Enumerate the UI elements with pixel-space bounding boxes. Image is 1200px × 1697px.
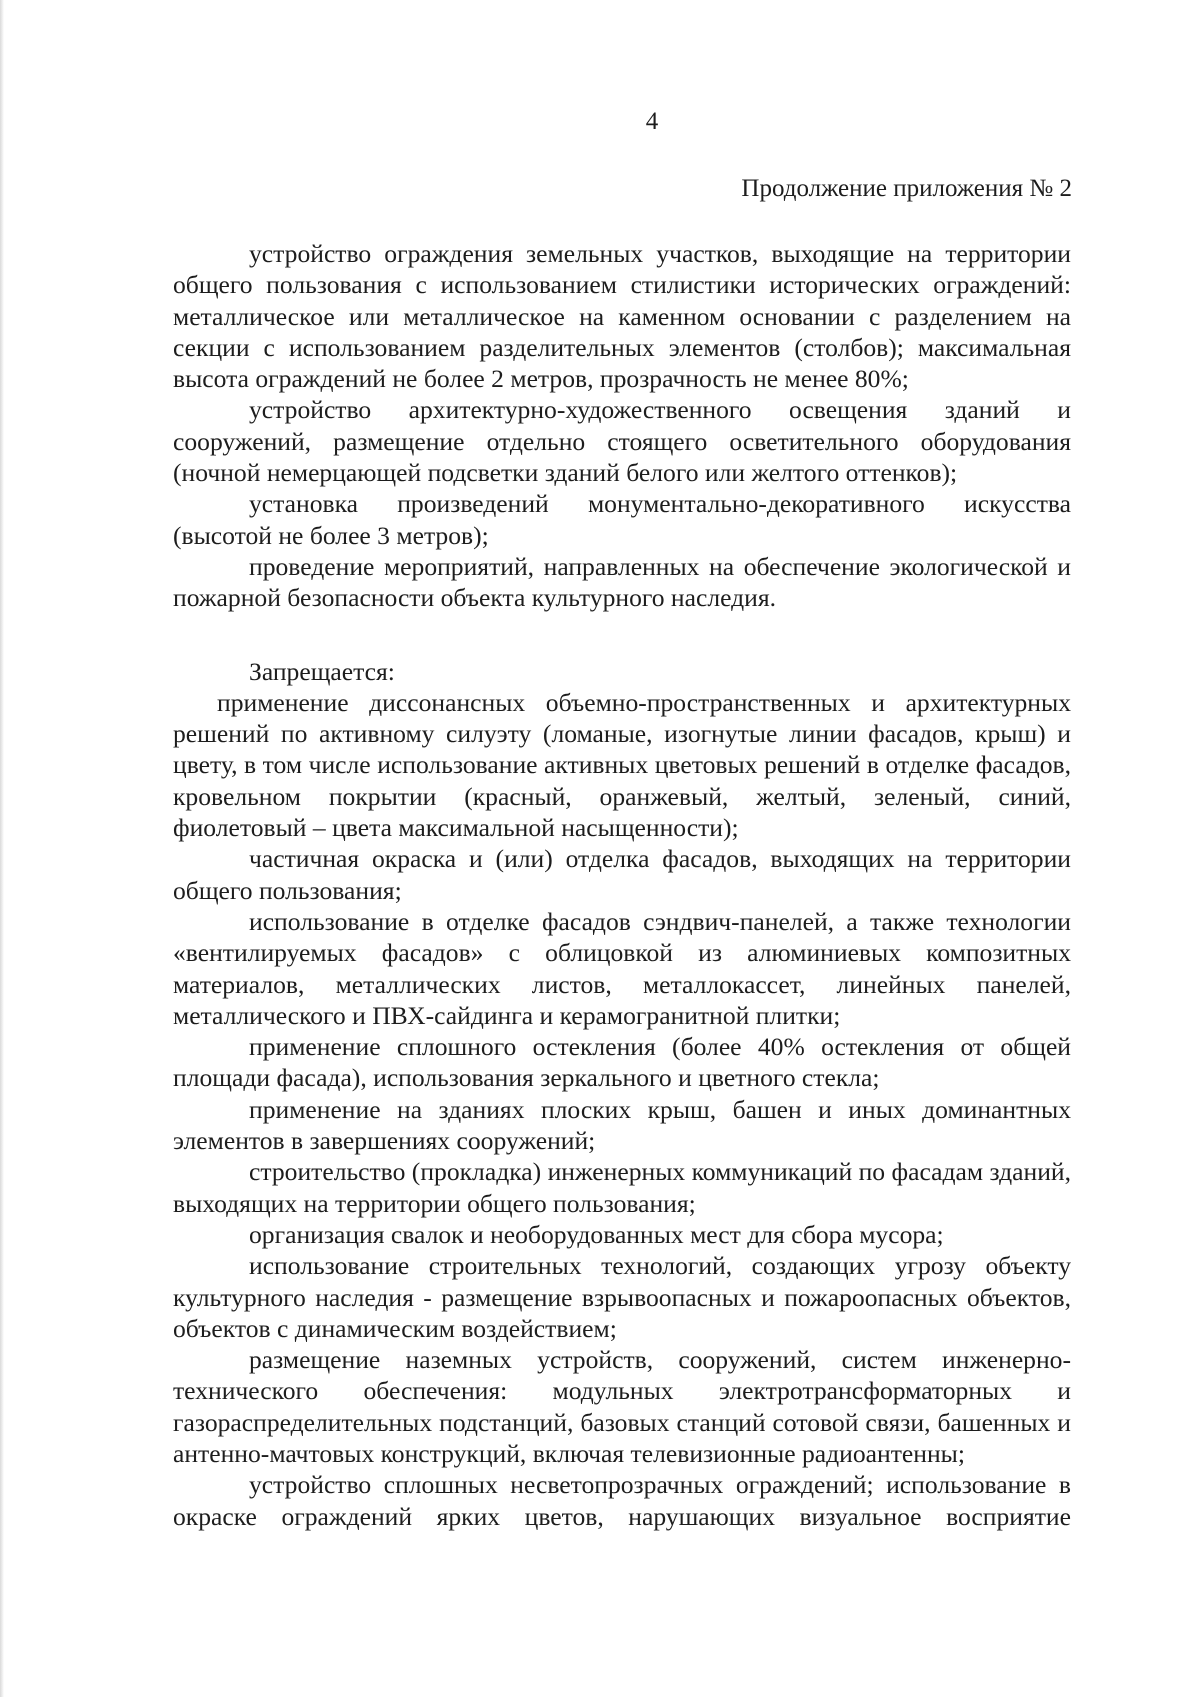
appendix-continuation-note: Продолжение приложения № 2 (741, 175, 1072, 202)
paragraph-dumps: организация свалок и необорудованных мест для сбора мусора; (249, 1219, 944, 1249)
page-edge-shadow (0, 0, 4, 1697)
document-body (173, 238, 1071, 1532)
paragraph-flat-roofs: применение на зданиях плоских крыш, башен и иных доминантных элементов в завершениях сооружений; (173, 1094, 1071, 1156)
prohibited-heading: Запрещается: (249, 656, 395, 686)
paragraph-construction-technologies: использование строительных технологий, создающих угрозу объекту культурного наследия - размещение взрывоопасных и пожароопасных объектов, объектов с динамическим воздействием; (173, 1251, 1071, 1343)
page-number: 4 (645, 108, 659, 135)
paragraph-partial-painting: частичная окраска и (или) отделка фасадов, выходящих на территории общего пользования; (173, 844, 1071, 905)
paragraph-utility-lines: строительство (прокладка) инженерных коммуникаций по фасадам зданий, выходящих на территории общего пользования; (173, 1157, 1071, 1218)
paragraph-fencing: устройство ограждения земельных участков, выходящие на территории общего пользования с использованием стилистики исторических ограждений: металлическое или металлическое на каменном основании с разделением на секции с использованием разделительных элементов (столбов); максимальная высота ограждений не более 2 метров, прозрачность не менее 80%; (173, 239, 1071, 394)
paragraph-sandwich-panels: использование в отделке фасадов сэндвич-панелей, а также технологии «вентилируемых фасадов» с облицовкой из алюминиевых композитных материалов, металлических листов, металлокассет, линейных панелей, металлического и ПВХ-сайдинга и керамогранитной плитки; (173, 906, 1071, 1030)
paragraph-ground-devices: размещение наземных устройств, сооружений, систем инженерно-технического обеспечения: модульных электротрансформаторных и газораспределительных подстанций, базовых станций сотовой связи, башенных и антенно-мачтовых конструкций, включая телевизионные радиоантенны; (173, 1345, 1071, 1468)
paragraph-safety-measures: проведение мероприятий, направленных на обеспечение экологической и пожарной безопасности объекта культурного наследия. (173, 551, 1071, 613)
paragraph-continuous-glazing: применение сплошного остекления (более 40% остекления от общей площади фасада), использования зеркального и цветного стекла; (173, 1032, 1071, 1093)
paragraph-solid-fences: устройство сплошных несветопрозрачных ограждений; использование в окраске ограждений ярких цветов, нарушающих визуальное восприятие (173, 1470, 1071, 1531)
paragraph-lighting: устройство архитектурно-художественного освещения зданий и сооружений, размещение отдельно стоящего осветительного оборудования (ночной немерцающей подсветки зданий белого или желтого оттенков); (173, 395, 1071, 488)
paragraph-dissonant-solutions: применение диссонансных объемно-пространственных и архитектурных решений по активному силуэту (ломаные, изогнутые линии фасадов, крыш) и цвету, в том числе использование активных цветовых решений в отделке фасадов, кровельном покрытии (красный, оранжевый, желтый, зеленый, синий, фиолетовый – цвета максимальной насыщенности); (173, 687, 1071, 843)
paragraph-monumental-art: установка произведений монументально-декоративного искусства (высотой не более 3 метров); (173, 489, 1071, 550)
